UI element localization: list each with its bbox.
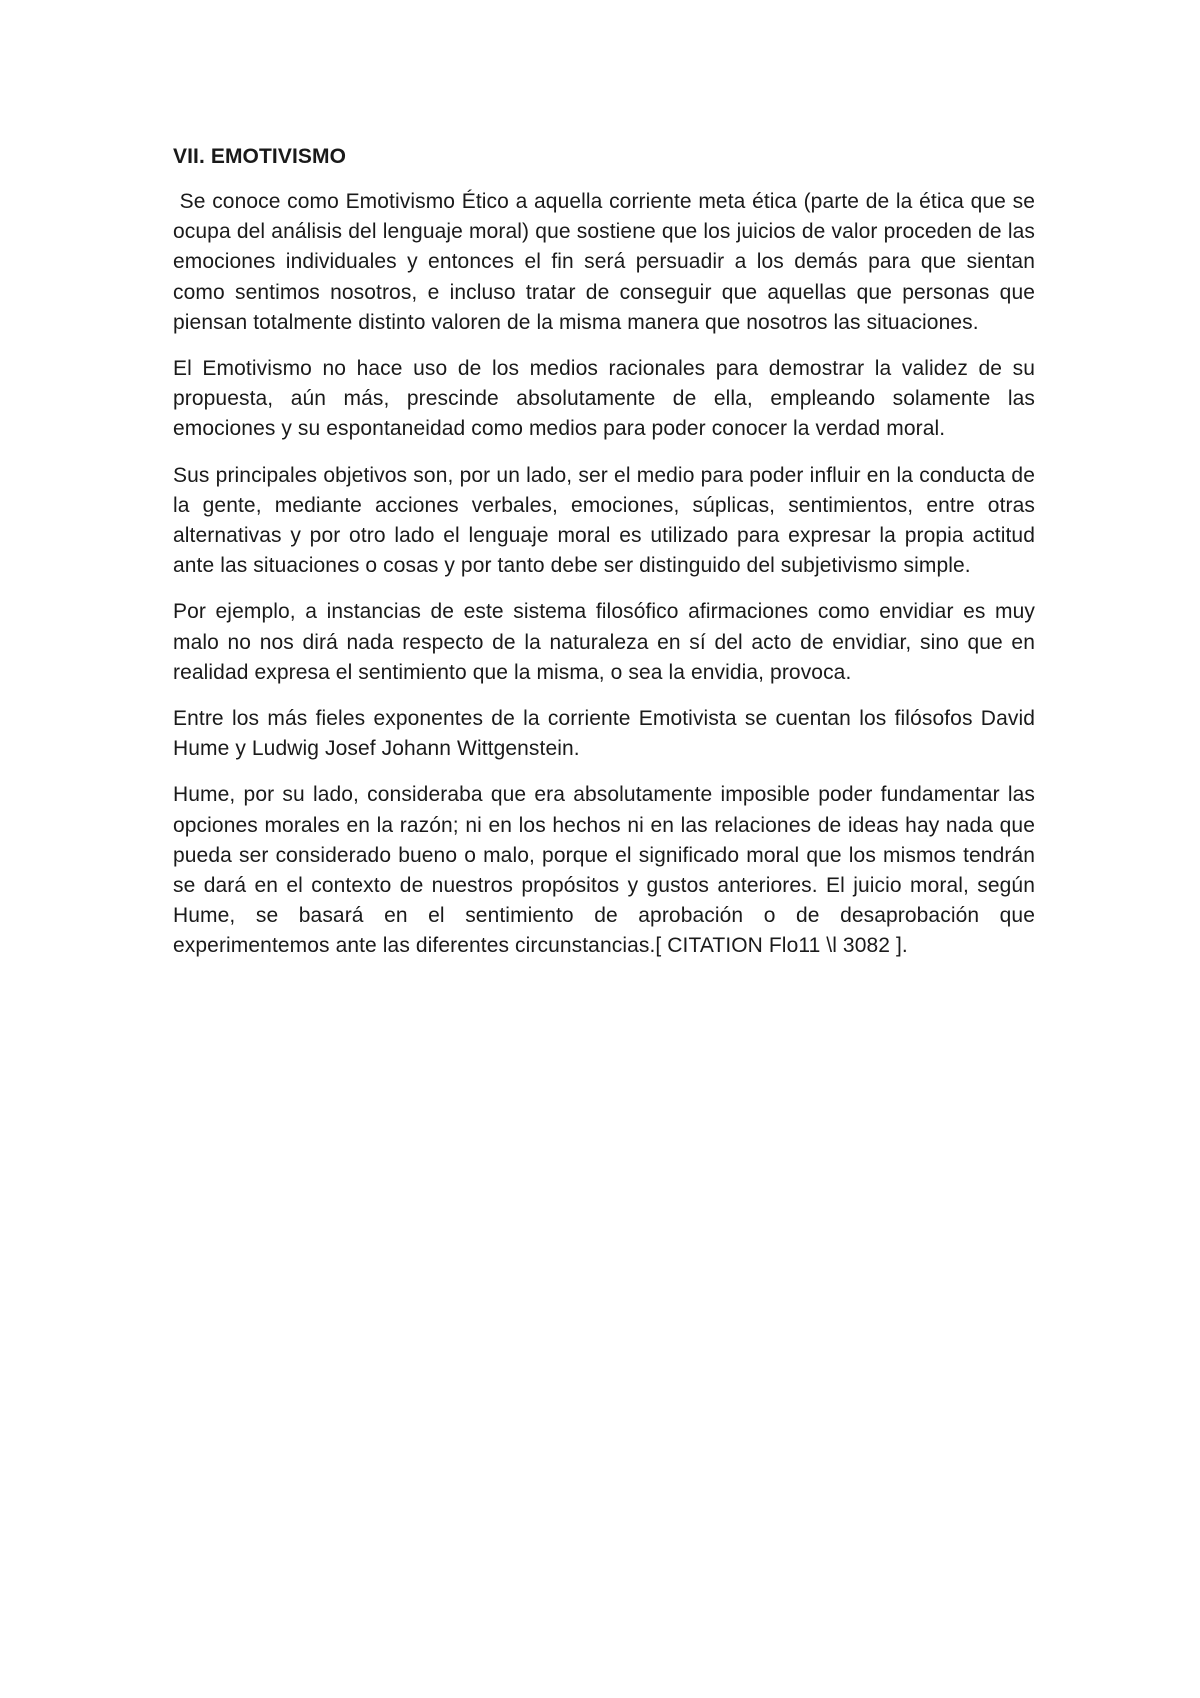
paragraph-intro: Se conoce como Emotivismo Ético a aquella corriente meta ética (parte de la ética que se ocupa del análisis del lenguaje moral) que sostiene que los juicios de valor proceden de las emociones individuales y entonces el fin será persuadir a los demás para que sientan como sentimos nosotros, e incluso tratar de conseguir que aquellas que personas que piensan totalmente distinto valoren de la misma manera que nosotros las situaciones. xyxy=(173,190,1041,334)
paragraph-hume: Hume, por su lado, consideraba que era absolutamente imposible poder fundamentar las opciones morales en la razón; ni en los hechos ni en las relaciones de ideas hay nada que pueda ser considerado bueno o malo, porque el significado moral que los mismos tendrán se dará en el contexto de nuestros propósitos y gustos anteriores. El juicio moral, según Hume, se basará en el sentimiento de aprobación o de desaprobación que experimentemos ante las diferentes circunstancias.[ CITATION Flo11 \l 3082 ]. xyxy=(173,783,1035,958)
document-body xyxy=(173,142,1041,978)
paragraph-rational-means: El Emotivismo no hace uso de los medios racionales para demostrar la validez de su propuesta, aún más, prescinde absolutamente de ella, empleando solamente las emociones y su espontaneidad como medios para poder conocer la verdad moral. xyxy=(173,357,1035,441)
section-heading: VII. EMOTIVISMO xyxy=(173,145,347,168)
paragraph-example: Por ejemplo, a instancias de este sistema filosófico afirmaciones como envidiar es muy malo no nos dirá nada respecto de la naturaleza en sí del acto de envidiar, sino que en realidad expresa el sentimiento que la misma, o sea la envidia, provoca. xyxy=(173,600,1035,684)
paragraph-exponents: Entre los más fieles exponentes de la corriente Emotivista se cuentan los filósofos David Hume y Ludwig Josef Johann Wittgenstein. xyxy=(173,707,1035,761)
paragraph-objectives: Sus principales objetivos son, por un lado, ser el medio para poder influir en la conducta de la gente, mediante acciones verbales, emociones, súplicas, sentimientos, entre otras alternativas y por otro lado el lenguaje moral es utilizado para expresar la propia actitud ante las situaciones o cosas y por tanto debe ser distinguido del subjetivismo simple. xyxy=(173,463,1035,578)
